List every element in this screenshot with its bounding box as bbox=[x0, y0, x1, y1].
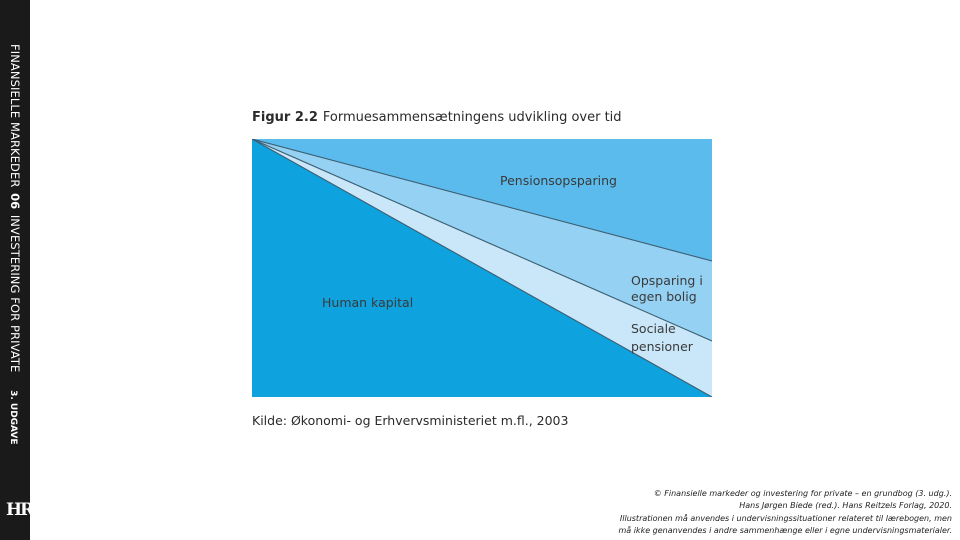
figure-title-text: Formuesammensætningens udvikling over tid bbox=[322, 110, 622, 125]
copyright-line: Hans Jørgen Biede (red.). Hans Reitzels Forlag, 2020. bbox=[739, 501, 952, 511]
label-sociale-line2: pensioner bbox=[631, 339, 693, 354]
wealth-composition-diagram bbox=[252, 139, 712, 397]
sidebar-title bbox=[6, 44, 22, 445]
label-sociale-line1: Sociale bbox=[631, 321, 676, 336]
publisher-logo: HR bbox=[6, 500, 33, 520]
edition-label: 3. UDGAVE bbox=[8, 390, 18, 445]
label-opsparing-line2: egen bolig bbox=[631, 289, 697, 304]
label-pensionsopsparing: Pensionsopsparing bbox=[500, 173, 617, 188]
copyright-notice bbox=[618, 488, 952, 538]
copyright-line: må ikke genanvendes i andre sammenhænge eller i egne undervisningsmaterialer. bbox=[618, 526, 952, 536]
sidebar bbox=[0, 0, 33, 540]
copyright-line: Illustrationen må anvendes i undervisningssituationer relateret til lærebogen, men bbox=[619, 513, 952, 523]
chapter-number: 06 bbox=[8, 193, 22, 210]
series-title: FINANSIELLE MARKEDER bbox=[8, 44, 22, 188]
label-opsparing-line1: Opsparing i bbox=[631, 273, 703, 288]
figure-title bbox=[252, 110, 622, 125]
figure-source: Kilde: Økonomi- og Erhvervsministeriet m.fl., 2003 bbox=[252, 413, 569, 428]
chapter-title: INVESTERING FOR PRIVATE bbox=[8, 214, 22, 373]
figure-number: Figur 2.2 bbox=[252, 110, 318, 125]
label-human-kapital: Human kapital bbox=[322, 295, 414, 310]
copyright-line: © Finansielle markeder og investering for private – en grundbog (3. udg.). bbox=[653, 489, 952, 498]
